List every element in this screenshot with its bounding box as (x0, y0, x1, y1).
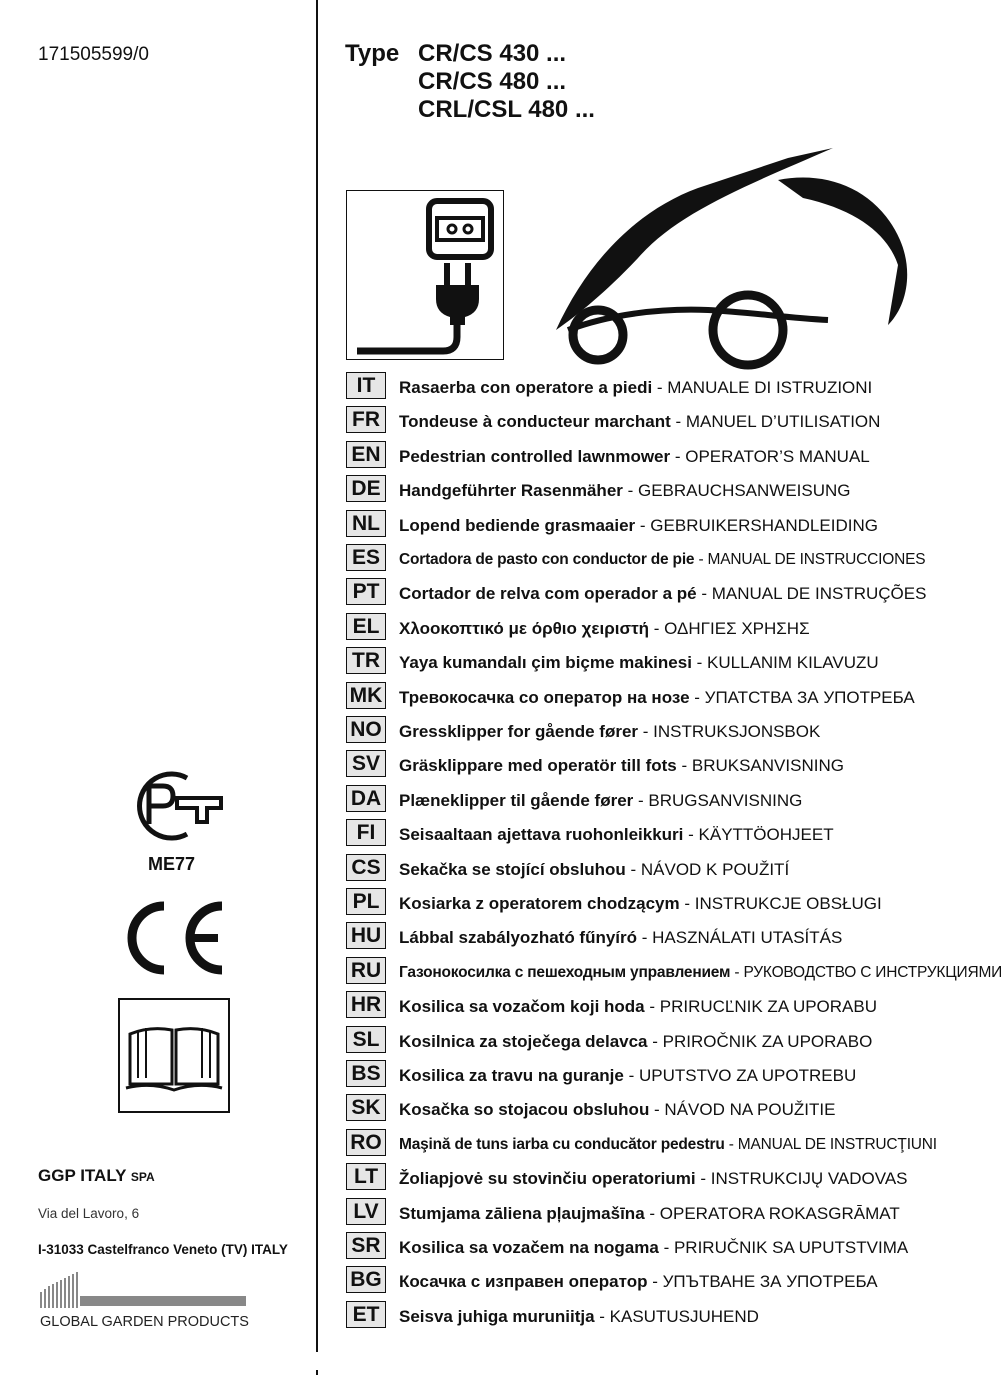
product-title: Газонокосилка с пешеходным управлением (399, 963, 731, 981)
manual-label: - PRIROČNIK ZA UPORABO (647, 1031, 873, 1051)
electric-plug-icon (346, 190, 504, 360)
language-code-badge: FR (346, 406, 386, 433)
language-code-badge: LT (346, 1163, 386, 1190)
gost-certification-mark (125, 766, 225, 846)
language-title-line (399, 962, 1002, 984)
language-title-line (399, 618, 810, 640)
product-title: Handgeführter Rasenmäher (399, 481, 623, 501)
manual-label: - UPUTSTVO ZA UPOTREBU (623, 1066, 857, 1085)
language-code-badge: BS (346, 1060, 386, 1087)
language-row (346, 372, 926, 400)
manual-label: - KÄYTTÖOHJEET (683, 825, 834, 845)
language-title-line (399, 515, 878, 537)
model-line: CRL/CSL 480 ... (418, 96, 595, 123)
manual-label: - УПЪТВАНЕ ЗА УПОТРЕБА (647, 1272, 878, 1292)
language-row (346, 510, 926, 538)
company-address: Via del Lavoro, 6 (38, 1206, 140, 1221)
product-title: Lopend bediende grasmaaier (399, 515, 636, 535)
language-code-badge: TR (346, 647, 386, 674)
language-row (346, 922, 926, 950)
product-title: Žoliapjovė su stovinčiu operatoriumi (399, 1169, 696, 1189)
manual-label: - OPERATOR’S MANUAL (670, 446, 870, 466)
language-row (346, 475, 926, 503)
manual-label: - BRUGSANVISNING (633, 790, 803, 810)
manual-label: - РУКОВОДСТВО С ИНСТРУКЦИЯМИ (730, 963, 1002, 981)
manual-label: - BRUKSANVISNING (676, 756, 844, 776)
product-title: Maşină de tuns iarba cu conducător pedestru (399, 1135, 725, 1153)
manual-label: - MANUAL DE INSTRUCCIONES (694, 551, 926, 568)
language-row (346, 854, 926, 882)
manual-label: - NÁVOD NA POUŽITIE (649, 1100, 836, 1120)
language-code-badge: CS (346, 854, 386, 881)
brand-name: GLOBAL GARDEN PRODUCTS (40, 1314, 249, 1330)
language-row (346, 441, 926, 469)
language-row (346, 1060, 926, 1088)
product-title: Tondeuse à conducteur marchant (399, 412, 671, 432)
product-title: Stumjama zāliena pļaujmašīna (399, 1203, 645, 1223)
manual-label: - GEBRUIKERSHANDLEIDING (635, 515, 878, 535)
manual-label: - HASZNÁLATI UTASÍTÁS (637, 928, 843, 948)
language-row (346, 991, 926, 1019)
language-title-line (399, 859, 789, 881)
certification-code: ME77 (148, 854, 196, 874)
language-code-badge: PL (346, 888, 386, 915)
company-name-text: GGP ITALY (38, 1166, 131, 1185)
language-row (346, 785, 926, 813)
product-title: Gressklipper for gående fører (399, 722, 639, 741)
ce-mark (120, 900, 230, 976)
language-title-line (399, 446, 870, 468)
language-row (346, 1163, 926, 1191)
language-code-badge: LV (346, 1198, 386, 1225)
language-title-line (399, 721, 820, 743)
manual-label: - MANUAL DE INSTRUCŢIUNI (724, 1135, 937, 1153)
language-title-line (399, 755, 844, 777)
ggp-logo (40, 1272, 250, 1308)
language-title-line (399, 583, 926, 605)
language-code-badge: FI (346, 819, 386, 846)
language-row (346, 716, 926, 744)
manual-label: - INSTRUKSJONSBOK (638, 722, 821, 741)
language-row (346, 682, 926, 710)
language-code-badge: ET (346, 1301, 386, 1328)
manual-label: - MANUALE DI ISTRUZIONI (652, 378, 873, 397)
product-title: Косачка с изправен оператор (399, 1272, 648, 1292)
language-row (346, 1266, 926, 1294)
language-code-badge: EN (346, 441, 386, 468)
language-code-badge: HR (346, 991, 386, 1018)
language-row (346, 1094, 926, 1122)
product-title: Χλοοκοπτικό με όρθιο χειριστή (399, 618, 650, 638)
company-city: I-31033 Castelfranco Veneto (TV) ITALY (38, 1242, 288, 1257)
language-row (346, 406, 926, 434)
language-row (346, 888, 926, 916)
type-label: Type (345, 40, 400, 67)
product-title: Kosilnica za stoječega delavca (399, 1031, 648, 1051)
language-code-badge: DE (346, 475, 386, 502)
manual-label: - KASUTUSJUHEND (594, 1306, 759, 1326)
product-title: Lábbal szabályozható fűnyíró (399, 928, 638, 948)
manual-label: - PRIRUCĽNIK ZA UPORABU (644, 997, 878, 1017)
product-title: Kosilica za travu na guranje (399, 1066, 624, 1085)
product-title: Seisaaltaan ajettava ruohonleikkuri (399, 825, 684, 845)
language-row (346, 1129, 937, 1157)
language-code-badge: NL (346, 510, 386, 537)
language-title-line (399, 687, 915, 709)
product-title: Pedestrian controlled lawnmower (399, 446, 671, 466)
language-title-line (399, 411, 880, 433)
product-title: Gräsklippare med operatör till fots (399, 756, 677, 776)
language-title-line (399, 549, 925, 571)
language-title-line (399, 1203, 900, 1225)
model-line: CR/CS 480 ... (418, 68, 567, 95)
language-row (346, 647, 926, 675)
product-title: Seisva juhiga muruniitja (399, 1306, 595, 1326)
language-title-line (399, 790, 802, 812)
product-title: Plæneklipper til gående fører (399, 790, 634, 810)
product-title: Yaya kumandalı çim biçme makinesi (399, 653, 692, 673)
language-code-badge: DA (346, 785, 386, 812)
language-code-badge: SK (346, 1094, 386, 1121)
open-book-icon (118, 998, 230, 1113)
language-row (346, 1301, 926, 1329)
manual-label: - KULLANIM KILAVUZU (691, 653, 879, 673)
model-line: CR/CS 430 ... (418, 40, 567, 67)
type-models (418, 40, 595, 124)
language-code-badge: SV (346, 750, 386, 777)
manual-label: - GEBRAUCHSANWEISUNG (622, 481, 851, 501)
language-code-badge: HU (346, 922, 386, 949)
language-title-line (399, 1306, 759, 1328)
language-code-badge: RU (346, 957, 386, 984)
manual-label: - ΟΔΗΓΙΕΣ ΧΡΗΣΗΣ (649, 618, 810, 638)
language-row (346, 578, 926, 606)
language-row (346, 1198, 926, 1226)
language-code-badge: MK (346, 682, 386, 709)
language-title-line (399, 652, 879, 674)
language-row (346, 1232, 926, 1260)
language-title-line (399, 1134, 937, 1156)
product-title: Cortadora de pasto con conductor de pie (399, 551, 695, 568)
language-title-line (399, 377, 872, 399)
language-code-badge: ES (346, 544, 386, 571)
manual-label: - УПАТСТВА ЗА УПОТРЕБА (689, 687, 915, 707)
language-title-line (399, 893, 882, 915)
language-code-badge: PT (346, 578, 386, 605)
language-row (346, 613, 926, 641)
language-row (346, 544, 926, 572)
language-code-badge: EL (346, 613, 386, 640)
language-title-line (399, 1237, 908, 1259)
manual-label: - NÁVOD K POUŽITÍ (625, 859, 790, 879)
language-title-line (399, 996, 877, 1018)
divider-tick (316, 1370, 318, 1375)
language-code-badge: RO (346, 1129, 386, 1156)
manual-label: - MANUEL D’UTILISATION (670, 412, 881, 432)
language-title-line (399, 927, 842, 949)
language-title-line (399, 824, 834, 846)
language-row (346, 957, 1002, 985)
product-title: Kosilica sa vozačem na nogama (399, 1238, 659, 1257)
language-code-badge: NO (346, 716, 386, 743)
manual-label: - INSTRUKCJE OBSŁUGI (679, 894, 882, 913)
company-name (38, 1166, 155, 1186)
lawnmower-icon (548, 140, 918, 370)
language-code-badge: IT (346, 372, 386, 399)
manual-label: - PRIRUČNIK SA UPUTSTVIMA (658, 1238, 909, 1257)
product-title: Sekačka se stojící obsluhou (399, 859, 626, 879)
manual-label: - OPERATORA ROKASGRĀMAT (644, 1203, 900, 1223)
vertical-divider (316, 0, 318, 1352)
product-title: Rasaerba con operatore a piedi (399, 378, 653, 397)
language-title-line (399, 1099, 835, 1121)
language-title-line (399, 1271, 878, 1293)
product-title: Kosiarka z operatorem chodzącym (399, 894, 680, 913)
language-code-badge: SR (346, 1232, 386, 1259)
product-title: Kosačka so stojacou obsluhou (399, 1100, 650, 1120)
product-title: Kosilica sa vozačom koji hoda (399, 997, 645, 1017)
language-row (346, 1026, 926, 1054)
language-row (346, 819, 926, 847)
language-code-badge: SL (346, 1026, 386, 1053)
company-suffix: SPA (130, 1170, 155, 1184)
manual-label: - INSTRUKCIJŲ VADOVAS (695, 1169, 908, 1189)
manual-label: - MANUAL DE INSTRUÇÕES (696, 584, 927, 604)
language-title-line (399, 1031, 872, 1053)
language-title-line (399, 1168, 908, 1190)
product-title: Тревокосачка со оператор на нозе (399, 687, 690, 707)
language-title-line (399, 480, 851, 502)
product-title: Cortador de relva com operador a pé (399, 584, 697, 604)
language-row (346, 750, 926, 778)
document-code: 171505599/0 (38, 44, 149, 65)
language-title-line (399, 1065, 856, 1087)
language-code-badge: BG (346, 1266, 386, 1293)
